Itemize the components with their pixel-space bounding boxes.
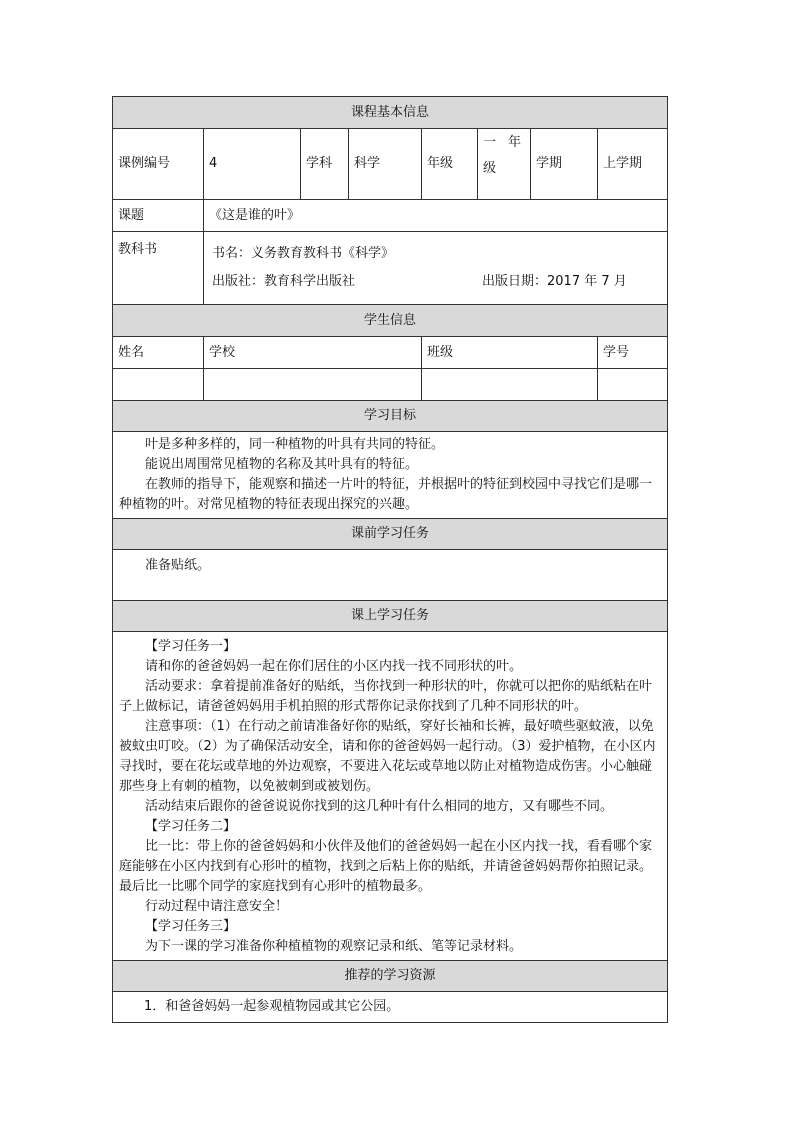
section-student-info: 学生信息 bbox=[113, 305, 668, 337]
section-pre-task: 课前学习任务 bbox=[113, 519, 668, 550]
student-name-label: 姓名 bbox=[113, 337, 204, 369]
goal-item: 叶是多种多样的，同一种植物的叶具有共同的特征。 bbox=[145, 437, 445, 452]
term-label: 学期 bbox=[531, 129, 598, 200]
book-name: 书名：义务教育教科书《科学》 bbox=[212, 246, 395, 261]
goal-item: 能说出周围常见植物的名称及其叶具有的特征。 bbox=[145, 457, 419, 472]
textbook-info bbox=[204, 232, 668, 305]
in-class-content bbox=[113, 632, 668, 961]
section-goals: 学习目标 bbox=[113, 401, 668, 432]
publish-date: 出版日期：2017 年 7 月 bbox=[482, 274, 627, 289]
topic-label: 课题 bbox=[113, 200, 204, 232]
student-id-field[interactable] bbox=[598, 369, 668, 401]
textbook-label: 教科书 bbox=[113, 232, 204, 305]
task-paragraph: 活动要求：拿着提前准备好的贴纸，当你找到一种形状的叶，你就可以把你的贴纸粘在叶子上做标记，请爸爸妈妈用手机拍照的形式帮你记录你找到了几种不同形状的叶。 bbox=[119, 679, 653, 714]
section-basic-info: 课程基本信息 bbox=[113, 97, 668, 129]
pre-task-content bbox=[113, 550, 668, 601]
student-class-field[interactable] bbox=[422, 369, 598, 401]
task-heading-3: 【学习任务三】 bbox=[145, 919, 237, 934]
lesson-table bbox=[112, 96, 668, 1023]
student-name-field[interactable] bbox=[113, 369, 204, 401]
task-paragraph: 活动结束后跟你的爸爸说说你找到的这几种叶有什么相同的地方，又有哪些不同。 bbox=[145, 799, 614, 814]
section-in-class: 课上学习任务 bbox=[113, 601, 668, 632]
subject-value: 科学 bbox=[349, 129, 422, 200]
goals-content bbox=[113, 432, 668, 519]
student-class-label: 班级 bbox=[422, 337, 598, 369]
subject-label: 学科 bbox=[301, 129, 349, 200]
grade-part-1: 一 bbox=[483, 135, 497, 150]
grade-part-3: 级 bbox=[483, 161, 497, 176]
task-heading-2: 【学习任务二】 bbox=[145, 819, 237, 834]
grade-part-2: 年 bbox=[507, 135, 521, 150]
task-heading-1: 【学习任务一】 bbox=[145, 639, 237, 654]
student-school-field[interactable] bbox=[204, 369, 422, 401]
grade-value bbox=[478, 129, 531, 200]
task-paragraph: 为下一课的学习准备你种植植物的观察记录和纸、笔等记录材料。 bbox=[145, 939, 523, 954]
student-id-label: 学号 bbox=[598, 337, 668, 369]
task-paragraph: 请和你的爸爸妈妈一起在你们居住的小区内找一找不同形状的叶。 bbox=[145, 659, 523, 674]
task-paragraph: 行动过程中请注意安全！ bbox=[145, 899, 289, 914]
term-value: 上学期 bbox=[598, 129, 668, 200]
section-resources: 推荐的学习资源 bbox=[113, 961, 668, 992]
task-paragraph: 注意事项：（1）在行动之前请准备好你的贴纸，穿好长袖和长裤，最好喷些驱蚊液，以免被蚊虫叮咬。（2）为了确保活动安全，请和你的爸爸妈妈一起行动。（3）爱护植物，在小区内寻找时，要在花坛或草地的外边观察，不要进入花坛或草地以防止对植物造成伤害。小心触碰那些身上有刺的植物，以免被刺到或被划伤。 bbox=[119, 719, 656, 794]
grade-label: 年级 bbox=[422, 129, 478, 200]
student-school-label: 学校 bbox=[204, 337, 422, 369]
case-no-value: 4 bbox=[204, 129, 301, 200]
case-no-label: 课例编号 bbox=[113, 129, 204, 200]
resources-content: 1．和爸爸妈妈一起参观植物园或其它公园。 bbox=[113, 992, 668, 1023]
goal-item: 在教师的指导下，能观察和描述一片叶的特征，并根据叶的特征到校园中寻找它们是哪一种植物的叶。对常见植物的特征表现出探究的兴趣。 bbox=[119, 477, 653, 512]
publisher: 出版社：教育科学出版社 bbox=[212, 274, 356, 289]
pre-task-text: 准备贴纸。 bbox=[145, 558, 211, 573]
task-paragraph: 比一比：带上你的爸爸妈妈和小伙伴及他们的爸爸妈妈一起在小区内找一找，看看哪个家庭能够在小区内找到有心形叶的植物，找到之后粘上你的贴纸，并请爸爸妈妈帮你拍照记录。最后比一比哪个同学的家庭找到有心形叶的植物最多。 bbox=[119, 839, 653, 894]
topic-value: 《这是谁的叶》 bbox=[204, 200, 668, 232]
